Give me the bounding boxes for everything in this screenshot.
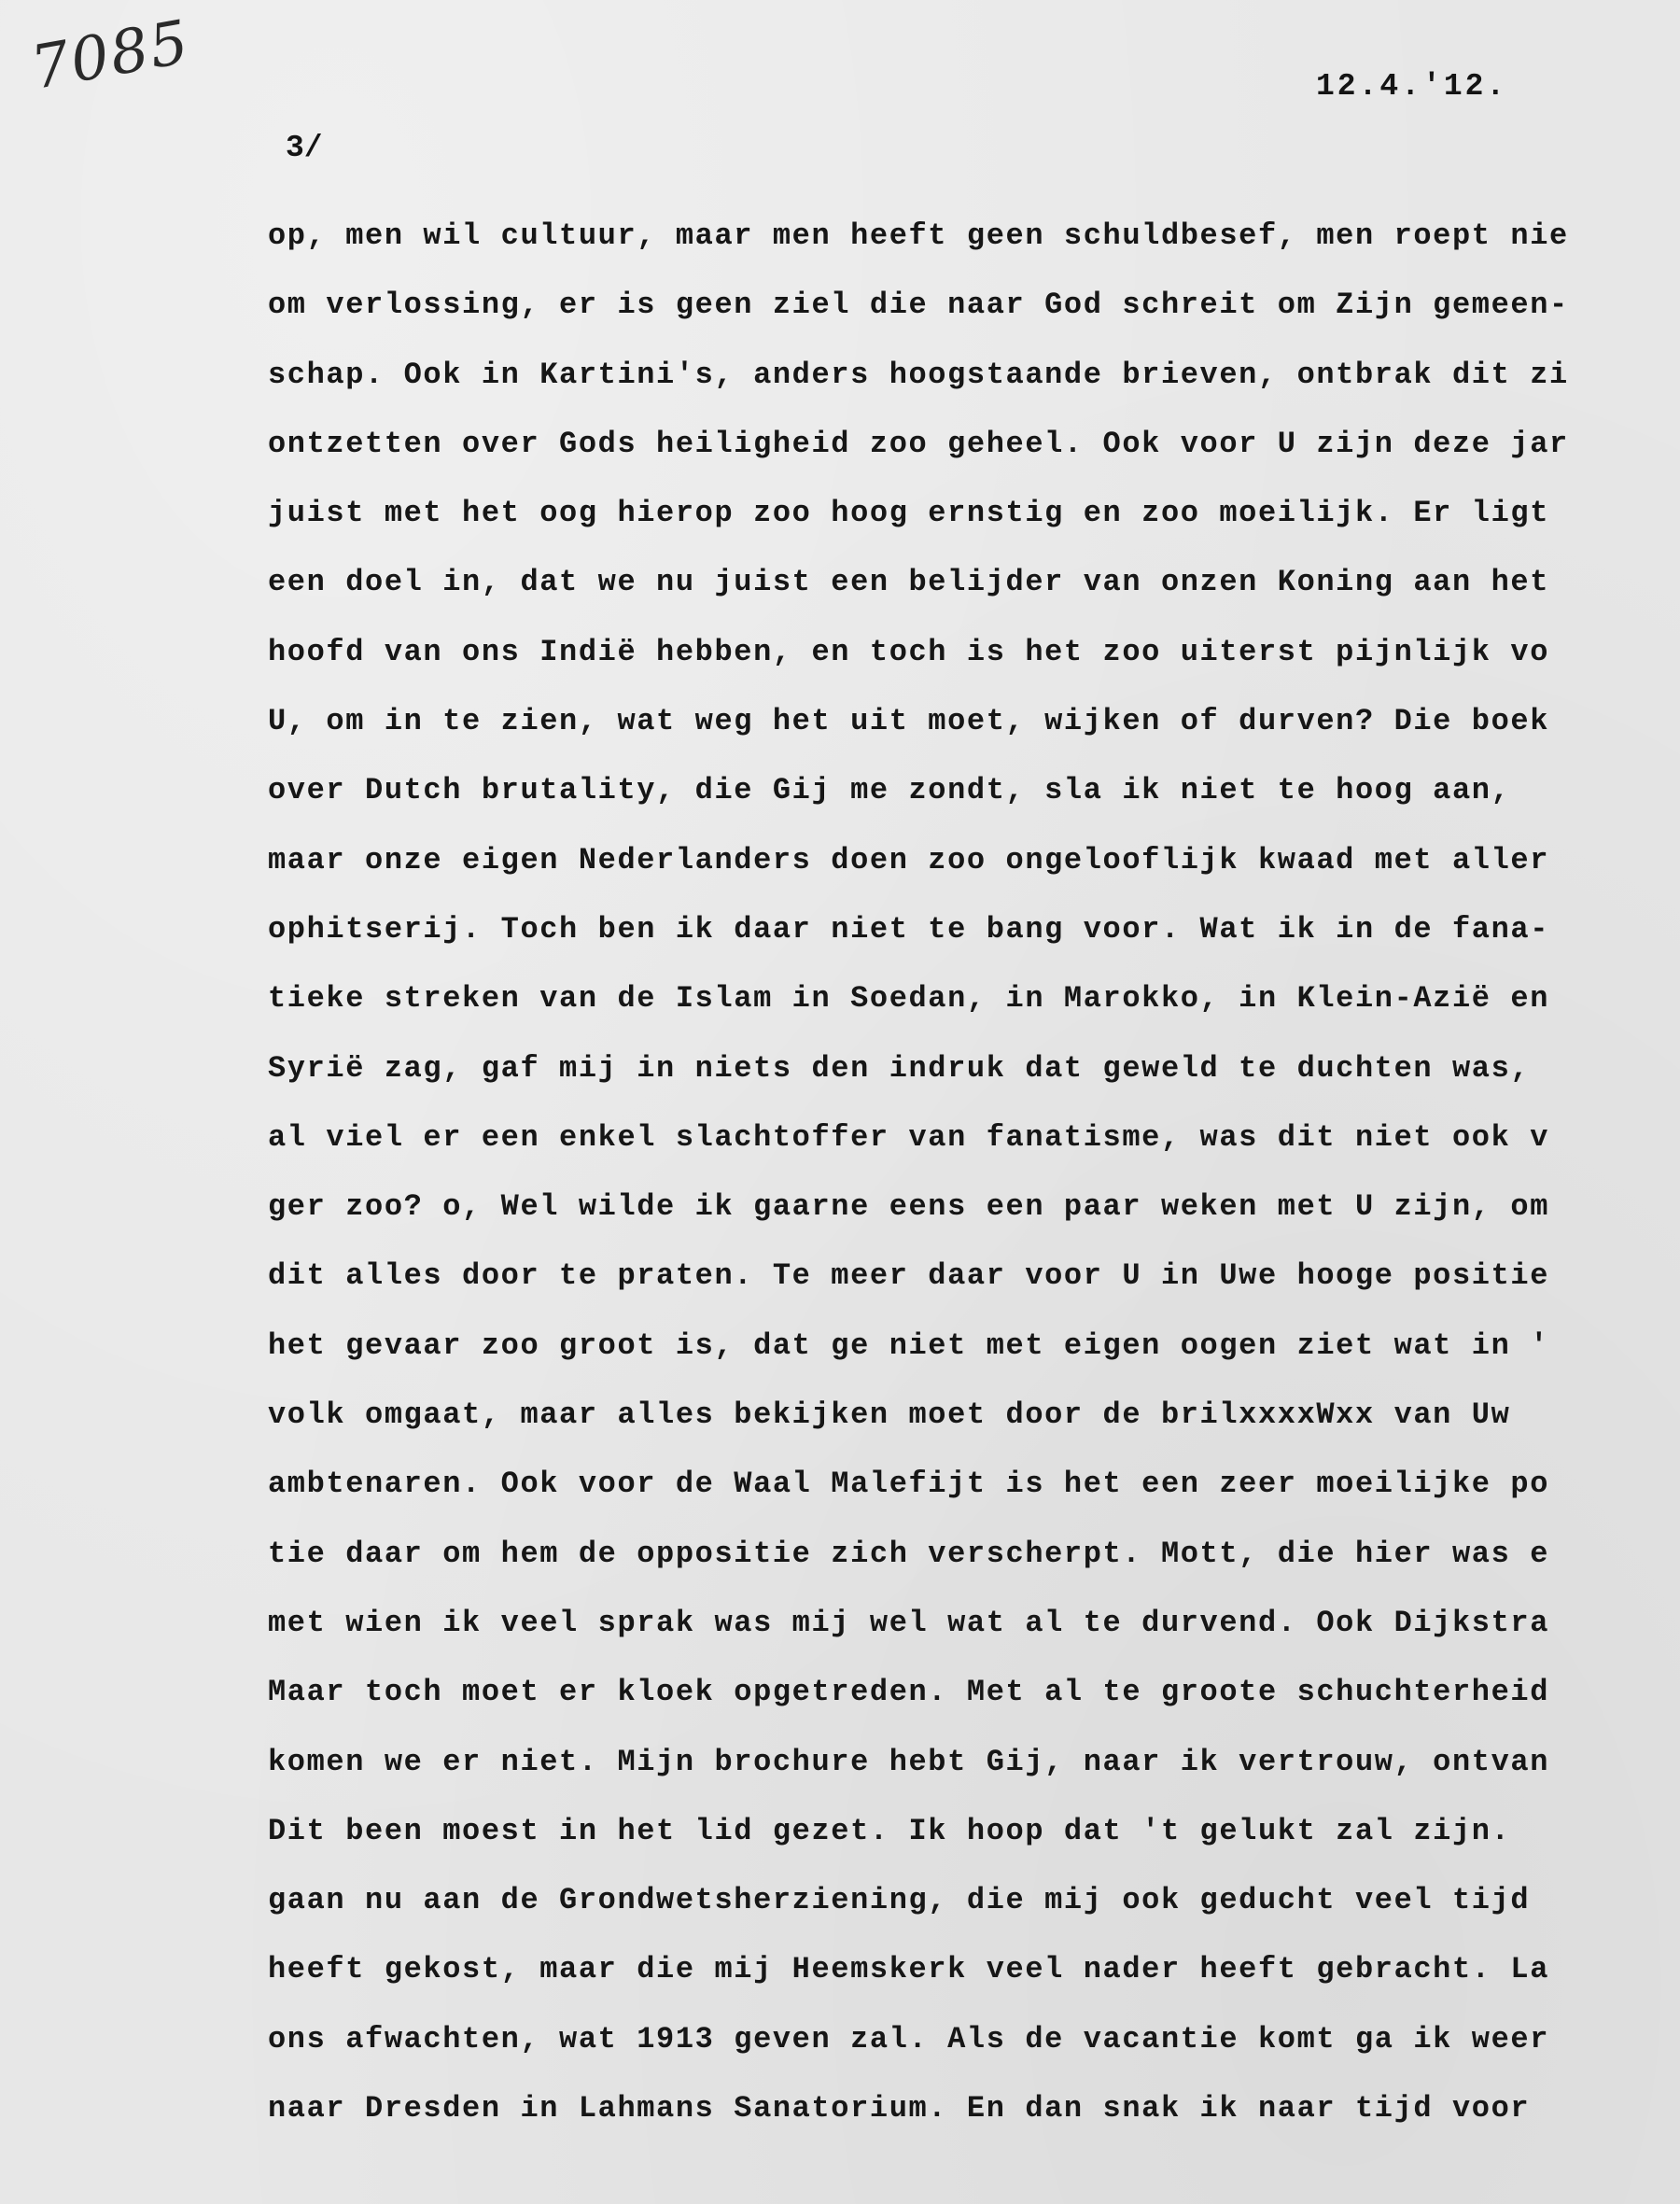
text-line: ons afwachten, wat 1913 geven zal. Als de vacantie komt ga ik weer (268, 2021, 1550, 2057)
text-line: Syrië zag, gaf mij in niets den indruk dat geweld te duchten was, (268, 1050, 1531, 1086)
text-line: komen we er niet. Mijn brochure hebt Gij, naar ik vertrouw, ontvan (268, 1744, 1550, 1779)
text-line: tie daar om hem de oppositie zich verscherpt. Mott, die hier was e (268, 1536, 1550, 1571)
page-number: 3/ (286, 131, 323, 165)
text-line: volk omgaat, maar alles bekijken moet door de brilxxxxWxx van Uw (268, 1397, 1511, 1433)
archive-number: 7085 (26, 7, 196, 104)
text-line: naar Dresden in Lahmans Sanatorium. En dan snak ik naar tijd voor (268, 2091, 1531, 2127)
text-line: U, om in te zien, wat weg het uit moet, wijken of durven? Die boek (268, 704, 1550, 739)
text-line: heeft gekost, maar die mij Heemskerk veel nader heeft gebracht. La (268, 1952, 1550, 1987)
text-line: met wien ik veel sprak was mij wel wat al te durvend. Ook Dijkstra (268, 1605, 1550, 1640)
text-line: ambtenaren. Ook voor de Waal Malefijt is het een zeer moeilijke po (268, 1467, 1550, 1502)
text-line: een doel in, dat we nu juist een belijder van onzen Koning aan het (268, 565, 1550, 600)
text-line: Dit been moest in het lid gezet. Ik hoop dat 't gelukt zal zijn. (268, 1813, 1511, 1848)
letter-date: 12.4.'12. (1316, 69, 1508, 104)
text-line: om verlossing, er is geen ziel die naar God schreit om Zijn gemeen- (268, 288, 1569, 323)
text-line: over Dutch brutality, die Gij me zondt, sla ik niet te hoog aan, (268, 773, 1511, 808)
text-line: juist met het oog hierop zoo hoog ernstig en zoo moeilijk. Er ligt (268, 496, 1550, 531)
text-line: Maar toch moet er kloek opgetreden. Met al te groote schuchterheid (268, 1675, 1550, 1710)
text-line: gaan nu aan de Grondwetsherziening, die mij ook geducht veel tijd (268, 1883, 1531, 1918)
text-line: ger zoo? o, Wel wilde ik gaarne eens een paar weken met U zijn, om (268, 1189, 1550, 1225)
text-line: het gevaar zoo groot is, dat ge niet met eigen oogen ziet wat in ' (268, 1327, 1550, 1363)
text-line: schap. Ook in Kartini's, anders hoogstaande brieven, ontbrak dit zi (268, 357, 1569, 392)
text-line: op, men wil cultuur, maar men heeft geen schuldbesef, men roept nie (268, 218, 1569, 253)
text-line: hoofd van ons Indië hebben, en toch is het zoo uiterst pijnlijk vo (268, 634, 1550, 669)
text-line: ontzetten over Gods heiligheid zoo geheel. Ook voor U zijn deze jar (268, 426, 1569, 461)
text-line: al viel er een enkel slachtoffer van fanatisme, was dit niet ook v (268, 1119, 1550, 1155)
letter-body (268, 202, 1680, 2199)
text-line: maar onze eigen Nederlanders doen zoo ongelooflijk kwaad met aller (268, 842, 1550, 877)
text-line: tieke streken van de Islam in Soedan, in Marokko, in Klein-Azië en (268, 981, 1550, 1017)
text-line: dit alles door te praten. Te meer daar voor U in Uwe hooge positie (268, 1258, 1550, 1294)
text-line: ophitserij. Toch ben ik daar niet te bang voor. Wat ik in de fana- (268, 911, 1550, 947)
